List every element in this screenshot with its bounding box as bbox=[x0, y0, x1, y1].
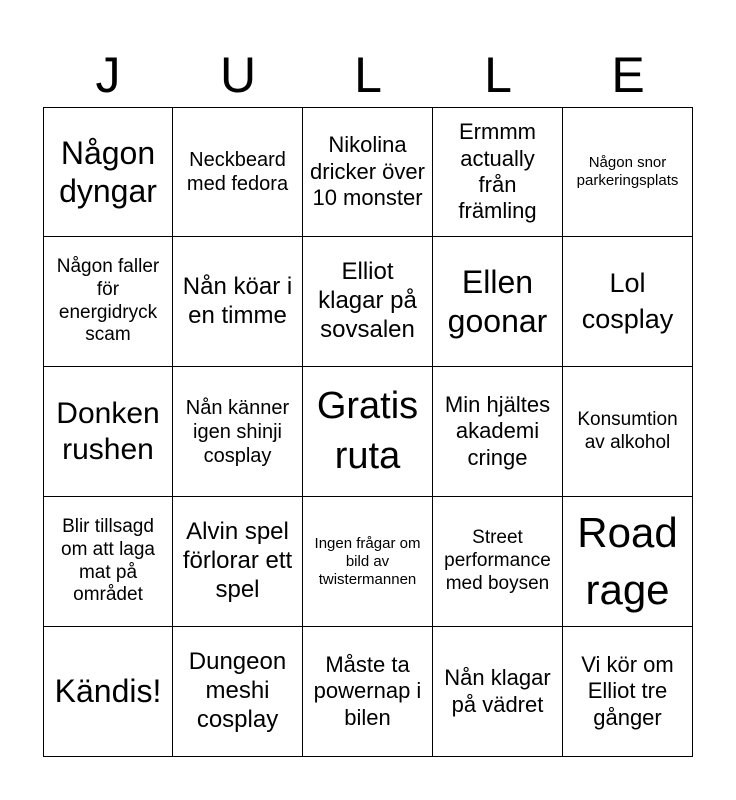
bingo-cell[interactable]: Blir tillsagd om att laga mat på området bbox=[43, 497, 173, 627]
bingo-cell[interactable]: Konsumtion av alkohol bbox=[563, 367, 693, 497]
header-letter: L bbox=[484, 47, 512, 103]
free-space-cell[interactable]: Gratis ruta bbox=[303, 367, 433, 497]
bingo-cell[interactable]: Road rage bbox=[563, 497, 693, 627]
bingo-cell[interactable]: Nån klagar på vädret bbox=[433, 627, 563, 757]
bingo-cell[interactable]: Dungeon meshi cosplay bbox=[173, 627, 303, 757]
bingo-cell[interactable]: Vi kör om Elliot tre gånger bbox=[563, 627, 693, 757]
bingo-cell[interactable]: Någon dyngar bbox=[43, 107, 173, 237]
bingo-cell[interactable]: Nikolina dricker över 10 monster bbox=[303, 107, 433, 237]
header-letter: E bbox=[611, 47, 645, 103]
bingo-cell[interactable]: Donken rushen bbox=[43, 367, 173, 497]
bingo-cell[interactable]: Lol cosplay bbox=[563, 237, 693, 367]
header-letter: L bbox=[354, 47, 382, 103]
bingo-cell[interactable]: Min hjältes akademi cringe bbox=[433, 367, 563, 497]
bingo-header bbox=[43, 44, 693, 106]
bingo-cell[interactable]: Street performance med boysen bbox=[433, 497, 563, 627]
header-letter: J bbox=[95, 47, 121, 103]
bingo-cell[interactable]: Måste ta powernap i bilen bbox=[303, 627, 433, 757]
bingo-cell[interactable]: Neckbeard med fedora bbox=[173, 107, 303, 237]
bingo-cell[interactable]: Elliot klagar på sovsalen bbox=[303, 237, 433, 367]
bingo-board bbox=[43, 107, 693, 757]
bingo-cell[interactable]: Ermmm actually från främling bbox=[433, 107, 563, 237]
bingo-cell[interactable]: Alvin spel förlorar ett spel bbox=[173, 497, 303, 627]
bingo-cell[interactable]: Nån köar i en timme bbox=[173, 237, 303, 367]
bingo-cell[interactable]: Någon snor parkeringsplats bbox=[563, 107, 693, 237]
bingo-cell[interactable]: Ellen goonar bbox=[433, 237, 563, 367]
header-letter: U bbox=[219, 47, 257, 103]
bingo-cell[interactable]: Ingen frågar om bild av twistermannen bbox=[303, 497, 433, 627]
bingo-cell[interactable]: Någon faller för energidryck scam bbox=[43, 237, 173, 367]
bingo-cell[interactable]: Nån känner igen shinji cosplay bbox=[173, 367, 303, 497]
bingo-cell[interactable]: Kändis! bbox=[43, 627, 173, 757]
